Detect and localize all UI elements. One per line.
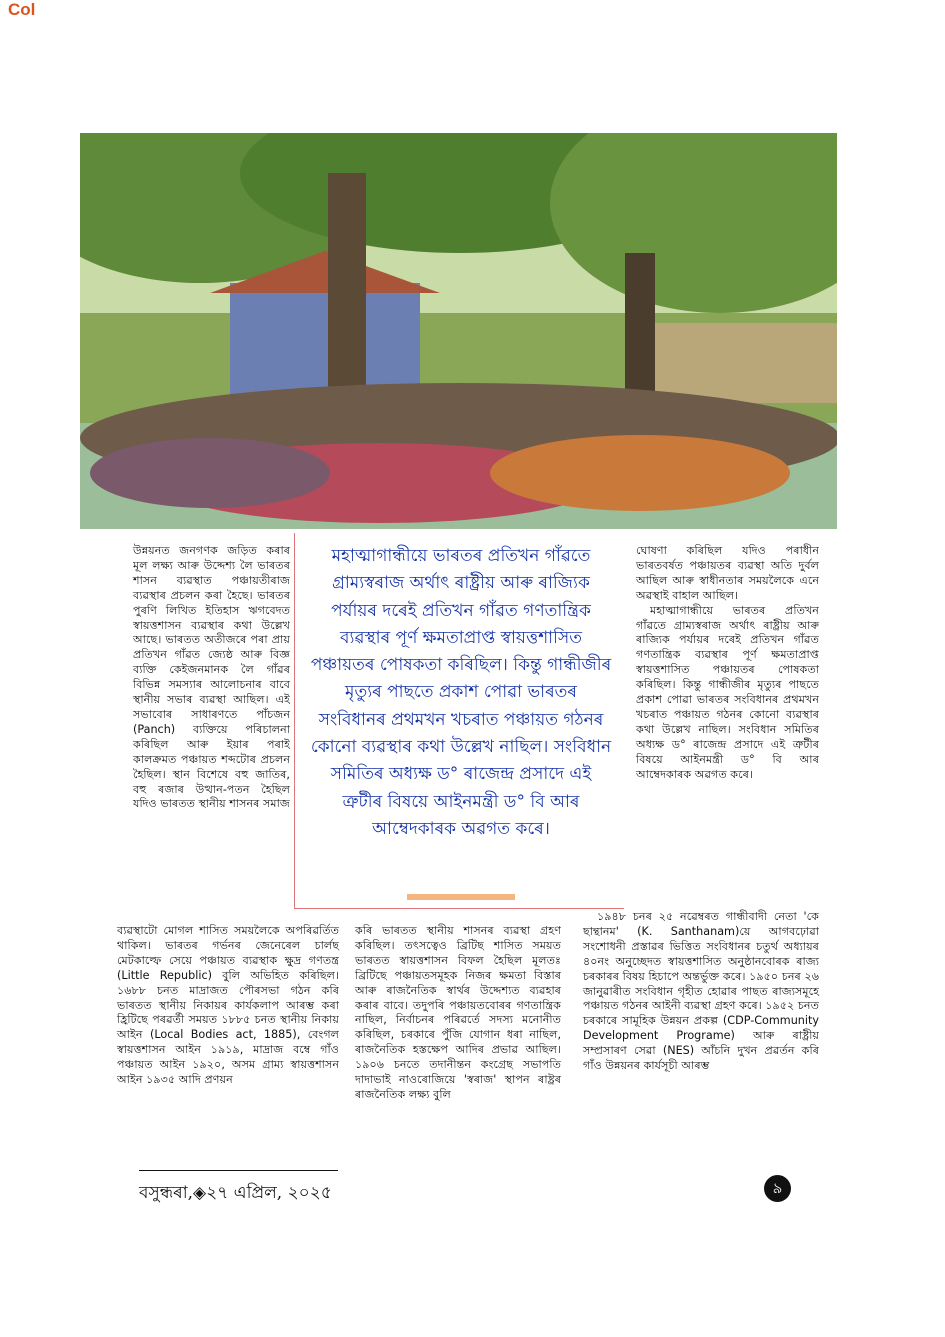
paragraph: ঘোষণা কৰিছিল যদিও পৰাধীন ভাৰতবৰ্ষত পঞ্চায়তৰ ব্যৱস্থা অতি দুৰ্বল আছিল আৰু স্বাধীনতাৰ সময়লৈকে এনে অৱস্থাই বাহাল আছিল।	[636, 544, 819, 602]
corner-label: Col	[8, 0, 36, 19]
paragraph: ১৯৪৮ চনৰ ২৫ নৱেম্বৰত গান্ধীবাদী নেতা 'কে ছান্থানম' (K. Santhanam)য়ে আগবঢ়োৱা সংশোধনী প্ৰস্তাৱৰ ভিত্তিত সংবিধানৰ চতুৰ্থ অধ্যায়ৰ ৪০নং অনুচ্ছেদত স্বায়ত্তশাসিত অনুষ্ঠানবোৰক ৰাজ্য চৰকাৰৰ বিষয় হিচাপে অন্তৰ্ভুক্ত কৰে। ১৯৫০ চনৰ ২৬ জানুৱাৰীত সংবিধান গৃহীত হোৱাৰ পাছত ৰাজ্যসমূহে পঞ্চায়ত গঠনৰ আইনী ব্যৱস্থা গ্ৰহণ কৰে। ১৯৫২ চনত চৰকাৰে সামূহিক উন্নয়ন প্ৰকল্প (CDP-Community Development Programe) আৰু ৰাষ্ট্ৰীয় সম্প্ৰসাৰণ সেৱা (NES) আঁচনি দুখন প্ৰৱৰ্তন কৰি গাঁও উন্নয়নৰ কাৰ্যসূচী আৰম্ভ	[583, 910, 820, 1073]
paragraph: উন্নয়নত জনগণক জড়িত কৰাৰ মূল লক্ষ্য আৰু উদ্দেশ্য লৈ ভাৰতৰ শাসন ব্যৱস্থাত পঞ্চায়তীৰাজ ব্যৱস্থাৰ প্ৰচলন কৰা হৈছে। ভাৰতৰ পুৰণি লিখিত ইতিহাস ঋগবেদত স্বায়ত্তশাসন ব্যৱস্থাৰ কথা উল্লেখ আছে। ভাৰতত অতীজৰে পৰা প্ৰায় প্ৰতিখন গাঁৱত জ্যেষ্ঠ আৰু বিজ্ঞ ব্যক্তি কেইজনমানক লৈ গাঁৱৰ বিভিন্ন সমস্যাৰ আলোচনাৰ বাবে স্থানীয় সভাৰ ব্যৱস্থা আছিল। এই সভাবোৰ সাধাৰণতে পাঁচজন (Panch) ব্যক্তিয়ে পৰিচালনা কৰিছিল আৰু ইয়াৰ পৰাই কালক্ৰমত পঞ্চায়ত শব্দটোৰ প্ৰচলন হৈছিল। স্থান বিশেষে বহু জাতিৰ, বহু ৰজাৰ উত্থান-পতন হৈছিল যদিও ভাৰতত স্থানীয় শাসনৰ সমাজ	[133, 544, 290, 811]
footer-rule	[139, 1170, 338, 1171]
paragraph: কৰি ভাৰতত স্থানীয় শাসনৰ ব্যৱস্থা গ্ৰহণ কৰিছিল। তৎসত্বেও ব্ৰিটিছ শাসিত সময়ত ভাৰতত স্বায়ত্তশাসন বিফল হৈছিল মূলতঃ ব্ৰিটিছে পঞ্চায়তসমূহক নিজৰ ক্ষমতা বিস্তাৰ আৰু ৰাজনৈতিক স্বাৰ্থৰ উদ্দেশ্যত ব্যৱহাৰ কৰাৰ বাবে। তদুপৰি পঞ্চায়তবোৰৰ গণতান্ত্ৰিক নাছিল, নিৰ্বাচনৰ পৰিৱৰ্তে সদস্য মনোনীত কৰিছিল, চৰকাৰে পুঁজি যোগান ধৰা নাছিল, ৰাজনৈতিক হস্তক্ষেপ আদিৰ প্ৰভাৱ আছিল। ১৯০৬ চনতে তদানীন্তন কংগ্ৰেছ সভাপতি দাদাভাই নাওৰোজিয়ে 'স্বৰাজ' স্থাপন ৰাষ্ট্ৰৰ ৰাজনৈতিক লক্ষ্য বুলি	[355, 924, 561, 1101]
paragraph: ব্যৱস্থাটো মোগল শাসিত সময়লৈকে অপৰিৱৰ্তিত থাকিল। ভাৰতৰ গৰ্ভনৰ জেনেৰেল চাৰ্লছ মেটকাল্ফে সেয়ে পঞ্চায়ত ব্যৱস্থাক ক্ষুদ্ৰ গণতন্ত্ৰ (Little Republic) বুলি অভিহিত কৰিছিল। ১৬৮৮ চনত মাদ্ৰাজত পৌৰসভা গঠন কৰি ভাৰতত স্থানীয় নিকায়ৰ কাৰ্যকলাপ আৰম্ভ কৰা হ্ৰিটিছে পৰৱৰ্তী সময়ত ১৮৮৫ চনত স্থানীয় নিকায় আইন (Local Bodies act, 1885), বেংগল স্বায়ত্তশাসন আইন ১৯১৯, মাদ্ৰাজ বম্বে গাঁও পঞ্চায়ত আইন ১৯২০, অসম গ্ৰাম্য স্বায়ত্তশাসন আইন ১৯৩৫ আদি প্ৰণয়ন	[117, 924, 339, 1087]
footer-text: বসুন্ধৰা,◈২৭ এপ্ৰিল, ২০২৫	[139, 1183, 332, 1203]
paragraph: মহাত্মাগান্ধীয়ে ভাৰতৰ প্ৰতিখন গাঁৱতে গ্ৰাম্যস্বৰাজ অৰ্থাৎ ৰাষ্ট্ৰীয় আৰু ৰাজ্যিক পৰ্যায়ৰ দৰেই প্ৰতিখন গাঁৱত গণতান্ত্ৰিক ব্যৱস্থাৰ পূৰ্ণ ক্ষমতাপ্ৰাপ্ত স্বায়ত্তশাসিত পঞ্চায়তৰ পোষকতা কৰিছিল। কিন্তু গান্ধীজীৰ মৃত্যুৰ পাছতে প্ৰকাশ পোৱা ভাৰতৰ সংবিধানৰ প্ৰথমখন খচৰাত পঞ্চায়ত গঠনৰ কোনো ব্যৱস্থাৰ কথা উল্লেখ নাছিল। সংবিধান সমিতিৰ অধ্যক্ষ ড° ৰাজেন্দ্ৰ প্ৰসাদে এই ত্ৰুটীৰ বিষয়ে আইনমন্ত্ৰী ড° বি আৰ আম্বেদকাৰক অৱগত কৰে।	[636, 603, 819, 781]
village-meeting-photo	[80, 133, 837, 529]
column-1-top	[133, 544, 290, 812]
pull-quote-accent-bar	[407, 894, 515, 900]
pull-quote-box	[294, 533, 624, 909]
column-3-bottom	[583, 910, 819, 1074]
column-2	[355, 924, 561, 1103]
column-1-bottom	[117, 924, 339, 1088]
column-3-top	[636, 544, 819, 783]
pull-quote-text: মহাত্মাগান্ধীয়ে ভাৰতৰ প্ৰতিখন গাঁৱতে গ্ৰাম্যস্বৰাজ অৰ্থাৎ ৰাষ্ট্ৰীয় আৰু ৰাজ্যিক পৰ্যায়ৰ দৰেই প্ৰতিখন গাঁৱত গণতান্ত্ৰিক ব্যৱস্থাৰ পূৰ্ণ ক্ষমতাপ্ৰাপ্ত স্বায়ত্তশাসিত পঞ্চায়তৰ পোষকতা কৰিছিল। কিন্তু গান্ধীজীৰ মৃত্যুৰ পাছতে প্ৰকাশ পোৱা ভাৰতৰ সংবিধানৰ প্ৰথমখন খচৰাত পঞ্চায়ত গঠনৰ কোনো ব্যৱস্থাৰ কথা উল্লেখ নাছিল। সংবিধান সমিতিৰ অধ্যক্ষ ড° ৰাজেন্দ্ৰ প্ৰসাদে এই ত্ৰুটীৰ বিষয়ে আইনমন্ত্ৰী ড° বি আৰ আম্বেদকাৰক অৱগত কৰে।	[310, 546, 612, 839]
page-number: ৯	[764, 1175, 791, 1202]
